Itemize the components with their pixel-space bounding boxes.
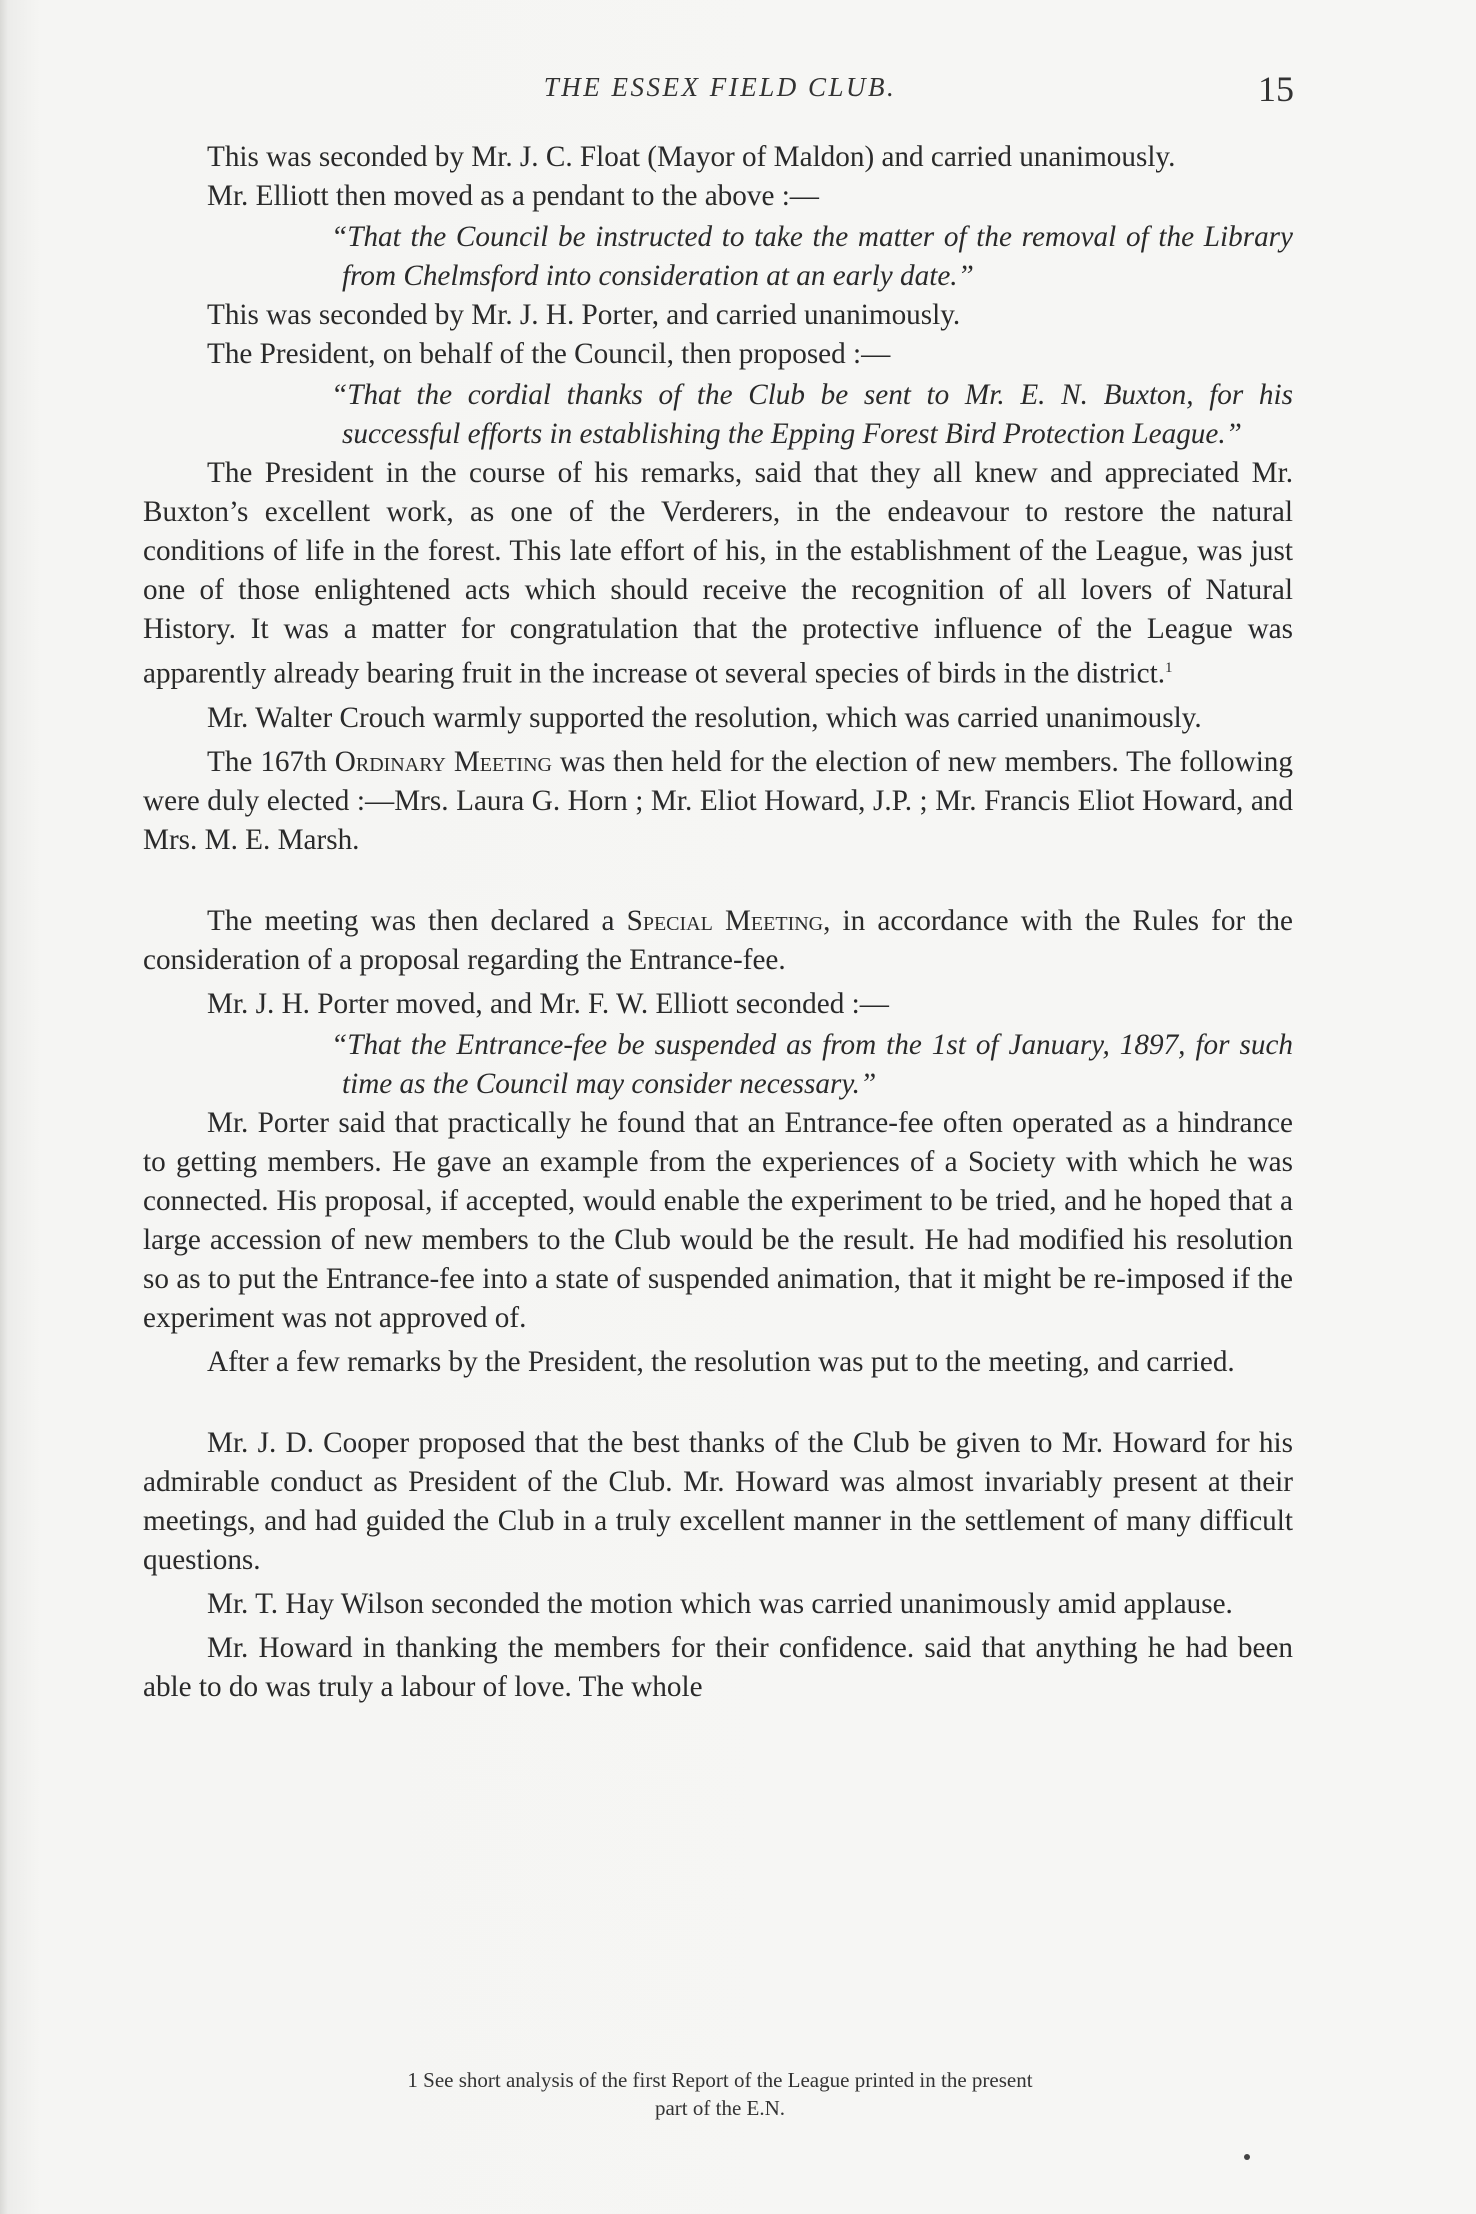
page-body	[143, 138, 1293, 1707]
footnote-line-1: 1 See short analysis of the first Report of the League printed in the present	[407, 2068, 1033, 2092]
footnote-line-2: part of the E.N.	[654, 2096, 786, 2120]
footnote	[200, 2066, 1240, 2122]
footnote-marker: 1	[1165, 660, 1173, 676]
page-number: 15	[1258, 69, 1294, 109]
paragraph-special-meeting	[143, 902, 1293, 980]
special-meeting-smallcaps: Special Meeting	[626, 904, 824, 937]
paragraph-porter-moved: Mr. J. H. Porter moved, and Mr. F. W. Elliott seconded :—	[207, 987, 889, 1020]
paragraph-president-proposed: The President, on behalf of the Council, then proposed :—	[207, 338, 891, 370]
paragraph-wilson-seconded: Mr. T. Hay Wilson seconded the motion which was carried unanimously amid applause.	[207, 1587, 1233, 1620]
resolution-entrance-fee: “That the Entrance-fee be suspended as from the 1st of January, 1897, for such time as the Council may consider necessary.”	[331, 1028, 1293, 1100]
resolution-buxton-thanks: “That the cordial thanks of the Club be sent to Mr. E. N. Buxton, for his successful efforts in establishing the Epping Forest Bird Protection League.”	[331, 379, 1293, 450]
ink-speck	[1244, 2154, 1250, 2160]
paragraph-president-remarks-text: The President in the course of his remarks, said that they all knew and appreciated Mr. Buxton’s excellent work, as one of the Verderers, in the endeavour to restore the natural conditions of life in the forest. This late effort of his, in the establishment of the League, was just one of those enlightened acts which should receive the recognition of all lovers of Natural History. It was a matter for congratulation that the protective influence of the League was apparently already bearing fruit in the increase ot several species of birds in the district.	[143, 457, 1293, 690]
paragraph-crouch-supported: Mr. Walter Crouch warmly supported the resolution, which was carried unanimously.	[207, 701, 1202, 734]
resolution-library: “That the Council be instructed to take the matter of the removal of the Library from Chelmsford into consideration at an early date.”	[331, 221, 1293, 292]
paragraph-seconded-float: This was seconded by Mr. J. C. Float (Mayor of Maldon) and carried unanimously.	[207, 141, 1176, 173]
paragraph-howard-thanking: Mr. Howard in thanking the members for their confidence. said that anything he had been able to do was truly a labour of love. The whole	[143, 1631, 1293, 1703]
paragraph-porter-said: Mr. Porter said that practically he found that an Entrance-fee often operated as a hindrance to getting members. He gave an example from the experiences of a Society with which he was connected. His proposal, if accepted, would enable the experiment to be tried, and he hoped that a large accession of new members to the Club would be the result. He had modified his resolution so as to put the Entrance-fee into a state of suspended animation, that it might be re-imposed if the experiment was not approved of.	[143, 1106, 1293, 1334]
page-header	[140, 69, 1300, 118]
paragraph-after-remarks: After a few remarks by the President, the resolution was put to the meeting, and carried.	[207, 1345, 1235, 1378]
paragraph-elliott-moved: Mr. Elliott then moved as a pendant to the above :—	[207, 180, 819, 212]
paragraph-ordinary-meeting	[143, 743, 1293, 860]
ordinary-meeting-smallcaps: Ordinary Meeting	[334, 745, 552, 778]
paragraph-special-meeting-b: , in accordance with the Rules for the consideration of a proposal regarding the Entrance-fee.	[143, 904, 1293, 976]
paragraph-president-remarks	[143, 454, 1293, 694]
paragraph-seconded-porter: This was seconded by Mr. J. H. Porter, and carried unanimously.	[207, 299, 961, 331]
paragraph-ordinary-meeting-a: The 167th	[207, 745, 335, 778]
paragraph-ordinary-meeting-b: was then held for the election of new members. The following were duly elected :—Mrs. Laura G. Horn ; Mr. Eliot Howard, J.P. ; Mr. Francis Eliot Howard, and Mrs. M. E. Marsh.	[143, 745, 1293, 856]
running-head: THE ESSEX FIELD CLUB.	[543, 72, 897, 102]
paragraph-special-meeting-a: The meeting was then declared a	[207, 904, 627, 937]
paragraph-cooper-proposed: Mr. J. D. Cooper proposed that the best thanks of the Club be given to Mr. Howard for his admirable conduct as President of the Club. Mr. Howard was almost invariably present at their meetings, and had guided the Club in a truly excellent manner in the settlement of many difficult questions.	[143, 1426, 1293, 1576]
